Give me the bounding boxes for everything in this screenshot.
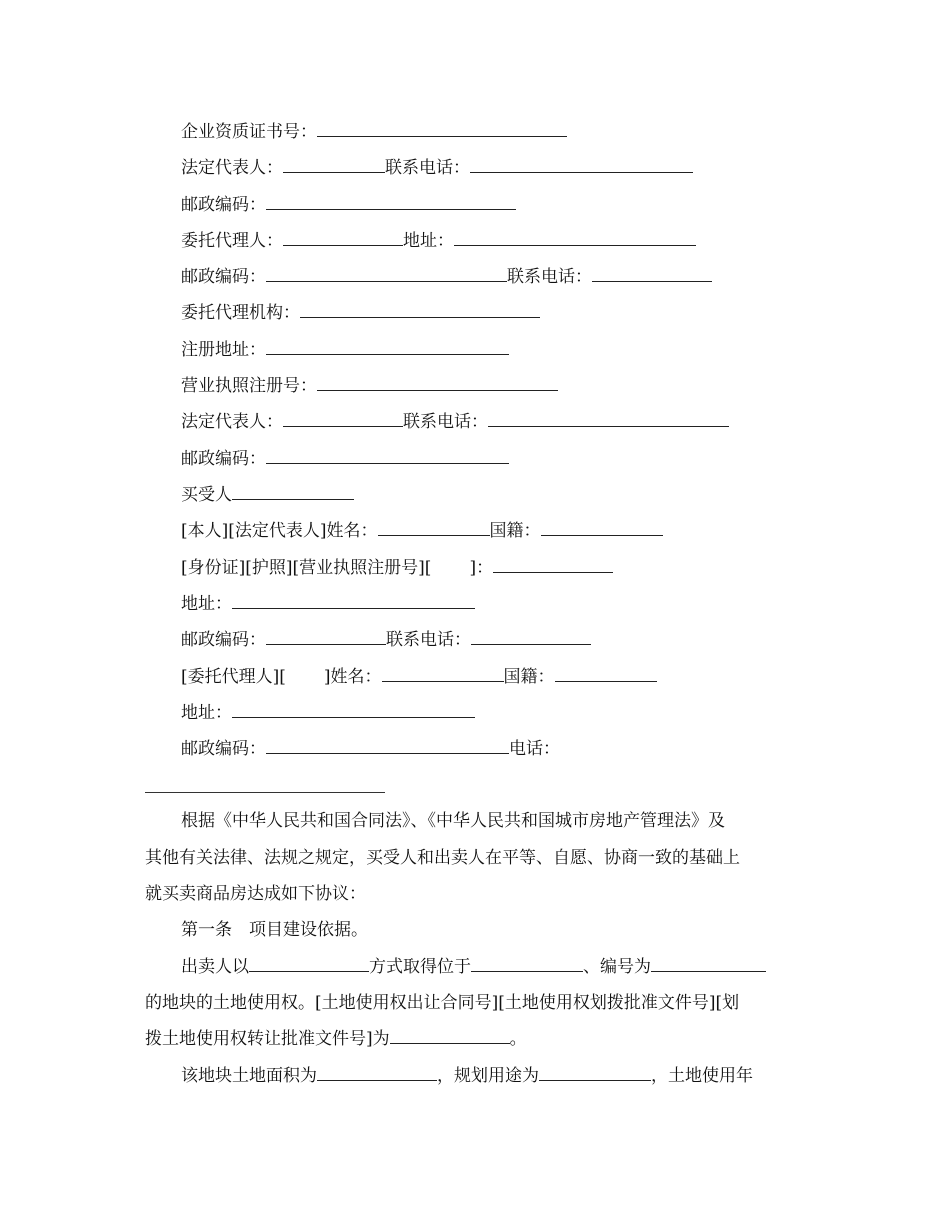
phone-label: 联系电话：	[507, 267, 592, 287]
phone-label: 联系电话：	[385, 158, 470, 178]
id-type-colon: ]：	[469, 558, 494, 578]
biz-license-label: 营业执照注册号：	[181, 376, 317, 396]
postcode-label: 邮政编码：	[181, 449, 266, 469]
agency-legal-rep-line	[181, 412, 729, 432]
buyer-blank	[232, 485, 354, 500]
buyer-label: 买受人	[181, 485, 232, 505]
reg-address-blank	[266, 340, 509, 355]
nationality-label: 国籍：	[489, 521, 541, 541]
address-blank	[232, 703, 475, 718]
phone-label: 联系电话：	[403, 412, 488, 432]
postcode-blank	[266, 630, 386, 645]
address-label: 地址：	[403, 231, 454, 251]
phone-blank	[488, 412, 729, 427]
s3-part-a: 拨土地使用权转让批准文件号]为	[145, 1029, 390, 1049]
postcode-blank	[266, 739, 509, 754]
land-area-blank	[317, 1066, 437, 1081]
tel-label: 电话：	[509, 739, 560, 759]
acquire-method-blank	[249, 957, 369, 972]
buyer-line	[181, 485, 354, 505]
agent-blank	[283, 231, 403, 246]
agency-label: 委托代理机构：	[181, 303, 300, 323]
buyer-name-line	[181, 521, 663, 541]
phone-blank	[471, 630, 591, 645]
agent-name-tail: ]姓名：	[323, 667, 382, 687]
id-type-label: [身份证][护照][营业执照注册号][	[181, 558, 432, 578]
nationality-label: 国籍：	[503, 667, 555, 687]
s1-part-c: 、编号为	[583, 957, 651, 977]
reg-address-label: 注册地址：	[181, 340, 266, 360]
buyer-name-blank	[378, 521, 490, 536]
article-1-heading: 第一条 项目建设依据。	[181, 920, 368, 940]
nationality-blank	[541, 521, 663, 536]
phone-label: 联系电话：	[386, 630, 471, 650]
article-1-sentence-1	[181, 957, 766, 977]
preamble-line-2: 其他有关法律、法规之规定，买受人和出卖人在平等、自愿、协商一致的基础上	[145, 848, 740, 868]
postcode-blank	[266, 195, 516, 210]
postcode-line-1	[181, 195, 516, 215]
s4-part-a: 该地块土地面积为	[181, 1066, 317, 1086]
postcode-label: 邮政编码：	[181, 739, 266, 759]
preamble-line-1: 根据《中华人民共和国合同法》、《中华人民共和国城市房地产管理法》及	[181, 811, 725, 831]
cert-no-blank	[317, 122, 567, 137]
agent-name-label: [委托代理人][	[181, 667, 286, 687]
article-1-sentence-2: 的地块的土地使用权。[土地使用权出让合同号][土地使用权划拨批准文件号][划	[145, 993, 740, 1013]
agent-name-blank	[382, 667, 504, 682]
reg-address-line	[181, 340, 509, 360]
postcode-label: 邮政编码：	[181, 267, 266, 287]
buyer-name-label: [本人][法定代表人]姓名：	[181, 521, 378, 541]
approval-no-blank	[390, 1029, 510, 1044]
seller-legal-rep-line	[181, 158, 693, 178]
legal-rep-blank	[283, 158, 385, 173]
id-type-line	[181, 558, 613, 578]
legal-rep-label: 法定代表人：	[181, 158, 283, 178]
address-blank	[454, 231, 696, 246]
agent-line	[181, 231, 696, 251]
buyer-agent-postcode-line	[181, 739, 560, 759]
address-label: 地址：	[181, 703, 232, 723]
location-blank	[471, 957, 583, 972]
id-no-blank	[493, 558, 613, 573]
s1-part-a: 出卖人以	[181, 957, 249, 977]
postcode-blank	[266, 449, 509, 464]
buyer-postcode-phone-line	[181, 630, 591, 650]
buyer-agent-address-line	[181, 703, 475, 723]
s4-part-b: ，规划用途为	[437, 1066, 539, 1086]
s4-part-c: ，土地使用年	[651, 1066, 753, 1086]
legal-rep-label: 法定代表人：	[181, 412, 283, 432]
phone-blank	[470, 158, 693, 173]
plot-no-blank	[651, 957, 766, 972]
phone-blank	[592, 267, 712, 282]
address-blank	[232, 594, 475, 609]
postcode-phone-line	[181, 267, 712, 287]
s3-part-b: 。	[509, 1029, 527, 1049]
postcode-label: 邮政编码：	[181, 195, 266, 215]
postcode-line-2	[181, 449, 509, 469]
postcode-blank	[266, 267, 507, 282]
article-1-sentence-3	[145, 1029, 527, 1049]
agent-label: 委托代理人：	[181, 231, 283, 251]
preamble-line-3: 就买卖商品房达成如下协议：	[145, 884, 366, 904]
agency-blank	[300, 303, 540, 318]
address-label: 地址：	[181, 594, 232, 614]
buyer-address-line	[181, 594, 475, 614]
cert-no-label: 企业资质证书号：	[181, 122, 317, 142]
agency-line	[181, 303, 540, 323]
planned-use-blank	[539, 1066, 651, 1081]
postcode-label: 邮政编码：	[181, 630, 266, 650]
cert-no-line	[181, 122, 567, 142]
nationality-blank	[555, 667, 657, 682]
biz-license-blank	[317, 376, 558, 391]
legal-rep-blank	[283, 412, 403, 427]
biz-license-line	[181, 376, 558, 396]
s1-part-b: 方式取得位于	[369, 957, 471, 977]
buyer-agent-line	[181, 667, 657, 687]
article-1-sentence-4	[181, 1066, 753, 1086]
tel-blank-continuation	[145, 792, 385, 793]
